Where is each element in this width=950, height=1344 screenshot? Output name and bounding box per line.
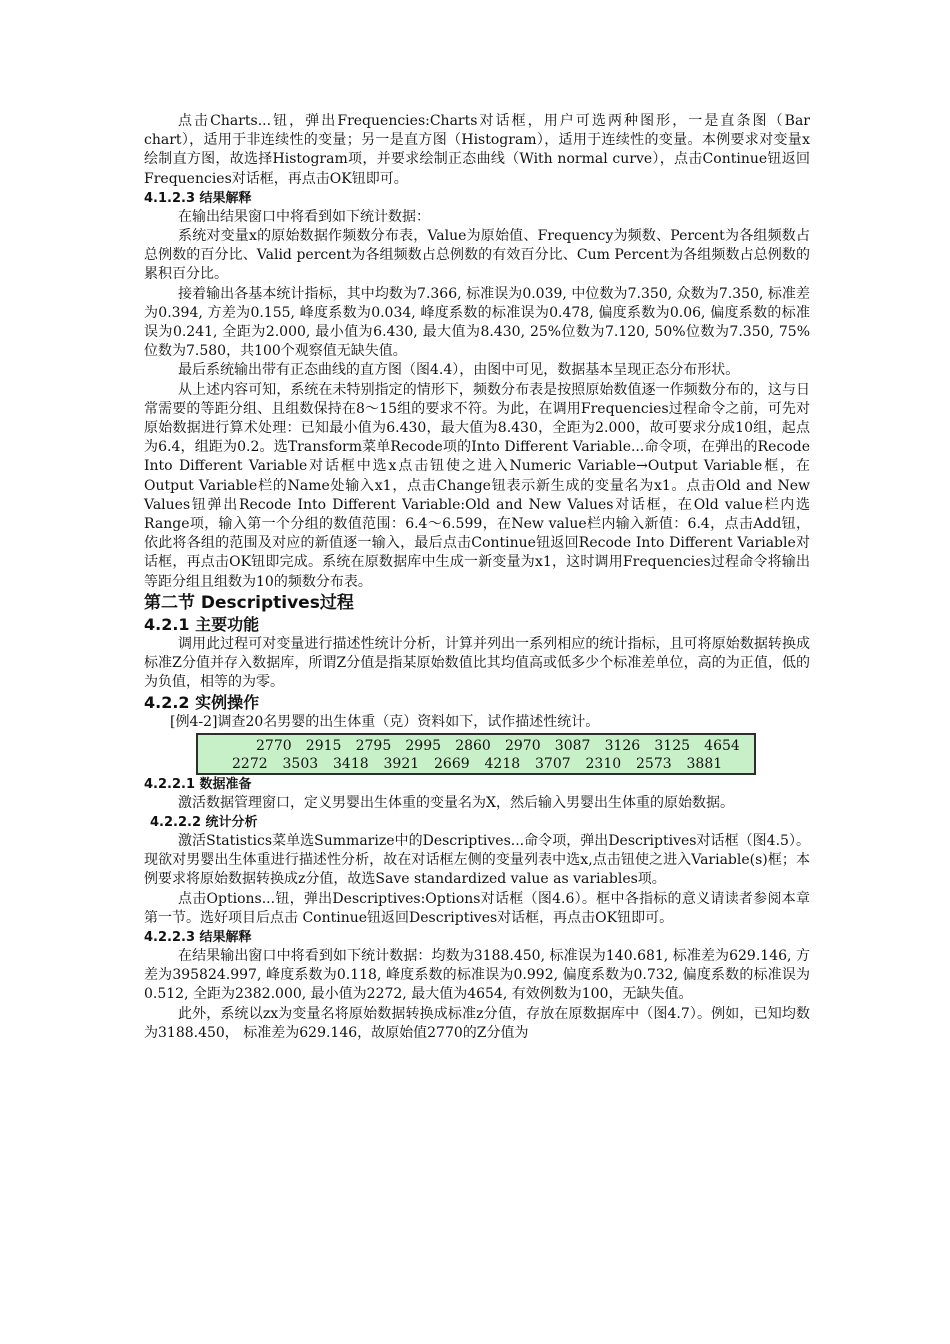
data-cell: 2970 [504, 737, 541, 754]
paragraph-histogram: 最后系统输出带有正态曲线的直方图（图4.4），由图中可见，数据基本呈现正态分布形状。 [178, 362, 740, 379]
heading-4-2-2-1: 4.2.2.1 数据准备 [144, 776, 252, 792]
paragraph-descriptives-dialog: 激活Statistics菜单选Summarize中的Descriptives...命令项，弹出Descriptives对话框（图4.5）。现欲对男婴出生体重进行描述性分析，故在对话框左侧的变量列表中选x,点击钮使之进入Variable(s)框；本例要求将原始数据转换成z分值，故选Save standardized value as variables项。 [144, 832, 810, 888]
document-page [144, 112, 810, 1043]
section-title-descriptives: 第二节 Descriptives过程 [144, 592, 354, 613]
data-cell: 2915 [305, 737, 342, 754]
data-cell: 2860 [455, 737, 491, 754]
heading-4-2-2-2: 4.2.2.2 统计分析 [150, 814, 258, 830]
data-cell: 2795 [355, 737, 392, 754]
data-cell: 4218 [484, 755, 521, 772]
data-cell: 2770 [256, 737, 292, 754]
data-row-1 [198, 737, 754, 755]
data-cell: 2272 [232, 755, 268, 772]
paragraph-charts: 点击Charts...钮，弹出Frequencies:Charts对话框，用户可选两种图形，一是直条图（Bar chart），适用于非连续性的变量；另一是直方图（Histogram），适用于连续性的变量。本例要求对变量x绘制直方图，故选择Histogram项，并要求绘制正态曲线（With normal curve），点击Continue钮返回Frequencies对话框，再点击OK钮即可。 [144, 113, 810, 187]
heading-4-2-2: 4.2.2 实例操作 [144, 693, 260, 713]
data-cell: 3126 [604, 737, 641, 754]
heading-4-1-2-3: 4.1.2.3 结果解释 [144, 190, 252, 206]
paragraph-basic-stats: 接着输出各基本统计指标，其中均数为7.366, 标准误为0.039, 中位数为7.350, 众数为7.350, 标准差为0.394, 方差为0.155, 峰度系数为0.034, 峰度系数的标准误为0.478, 偏度系数为0.06, 偏度系数的标准误为0.241, 全距为2.000, 最小值为6.430, 最大值为8.430, 25%位数为7.120, 50%位数为7.350, 75%位数为7.580，共100个观察值无缺失值。 [144, 285, 810, 360]
data-cell: 2573 [636, 755, 672, 772]
data-cell: 3087 [554, 737, 591, 754]
data-cell: 3125 [654, 737, 691, 754]
heading-4-2-2-3: 4.2.2.3 结果解释 [144, 929, 252, 945]
data-cell: 3503 [282, 755, 319, 772]
data-cell: 4654 [704, 737, 740, 754]
paragraph-output-intro: 在输出结果窗口中将看到如下统计数据： [178, 208, 430, 225]
paragraph-main-function: 调用此过程可对变量进行描述性统计分析，计算并列出一系列相应的统计指标，且可将原始数据转换成标准Z分值并存入数据库，所谓Z分值是指某原始数值比其均值高或低多少个标准差单位，高的为正值，低的为负值，相等的为零。 [144, 635, 810, 691]
heading-4-2-1: 4.2.1 主要功能 [144, 614, 260, 634]
data-cell: 2669 [434, 755, 470, 772]
paragraph-recode: 从上述内容可知，系统在未特别指定的情形下，频数分布表是按照原始数值逐一作频数分布的，这与日常需要的等距分组、且组数保持在8～15组的要求不符。为此，在调用Frequencies过程命令之前，可先对原始数据进行算术处理：已知最小值为6.430，最大值为8.430，全距为2.000，故可要求分成10组，起点为6.4，组距为0.2。选Transform菜单Recode项的Into Different Variable...命令项，在弹出的Recode Into Different Variable对话框中选x点击钮使之进入Numeric Variable→Output Variable框，在Output Variable栏的Name处输入x1，点击Change钮表示新生成的变量名为x1。点击Old and New Values钮弹出Recode Into Different Variable:Old and New Values对话框，在Old value栏内选Range项，输入第一个分组的数值范围：6.4～6.599，在New value栏内输入新值：6.4，点击Add钮，依此将各组的范围及对应的新值逐一输入，最后点击Continue钮返回Recode Into Different Variable对话框，再点击OK钮即完成。系统在原数据库中生成一新变量为x1，这时调用Frequencies过程命令将输出等距分组且组数为10的频数分布表。 [144, 381, 810, 590]
paragraph-frequency-table: 系统对变量x的原始数据作频数分布表，Value为原始值、Frequency为频数、Percent为各组频数占总例数的百分比、Valid percent为各组频数占总例数的有效百分比、Cum Percent为各组频数占总例数的累积百分比。 [144, 228, 810, 283]
paragraph-data-prep: 激活数据管理窗口，定义男婴出生体重的变量名为X，然后输入男婴出生体重的原始数据。 [178, 794, 734, 811]
data-cell: 2995 [405, 737, 442, 754]
data-cell: 3881 [686, 755, 723, 772]
paragraph-z-scores: 此外，系统以zx为变量名将原始数据转换成标准z分值，存放在原数据库中（图4.7）。例如，已知均数为3188.450， 标准差为629.146，故原始值2770的Z分值为 [144, 1005, 810, 1041]
example-4-2: [例4-2]调查20名男婴的出生体重（克）资料如下，试作描述性统计。 [170, 714, 600, 731]
data-cell: 2310 [585, 755, 622, 772]
data-cell: 3418 [333, 755, 369, 772]
data-row-2 [198, 755, 754, 773]
data-cell: 3707 [535, 755, 571, 772]
data-cell: 3921 [383, 755, 420, 772]
paragraph-descriptive-results: 在结果输出窗口中将看到如下统计数据：均数为3188.450, 标准误为140.681, 标准差为629.146, 方差为395824.997, 峰度系数为0.118, 峰度系数的标准误为0.992, 偏度系数为0.732, 偏度系数的标准误为0.512, 全距为2382.000, 最小值为2272, 最大值为4654, 有效例数为100，无缺失值。 [144, 947, 810, 1003]
birth-weight-data-box [196, 733, 756, 775]
paragraph-options: 点击Options...钮，弹出Descriptives:Options对话框（图4.6）。框中各指标的意义请读者参阅本章第一节。选好项目后点击 Continue钮返回Descriptives对话框，再点击OK钮即可。 [144, 890, 810, 926]
